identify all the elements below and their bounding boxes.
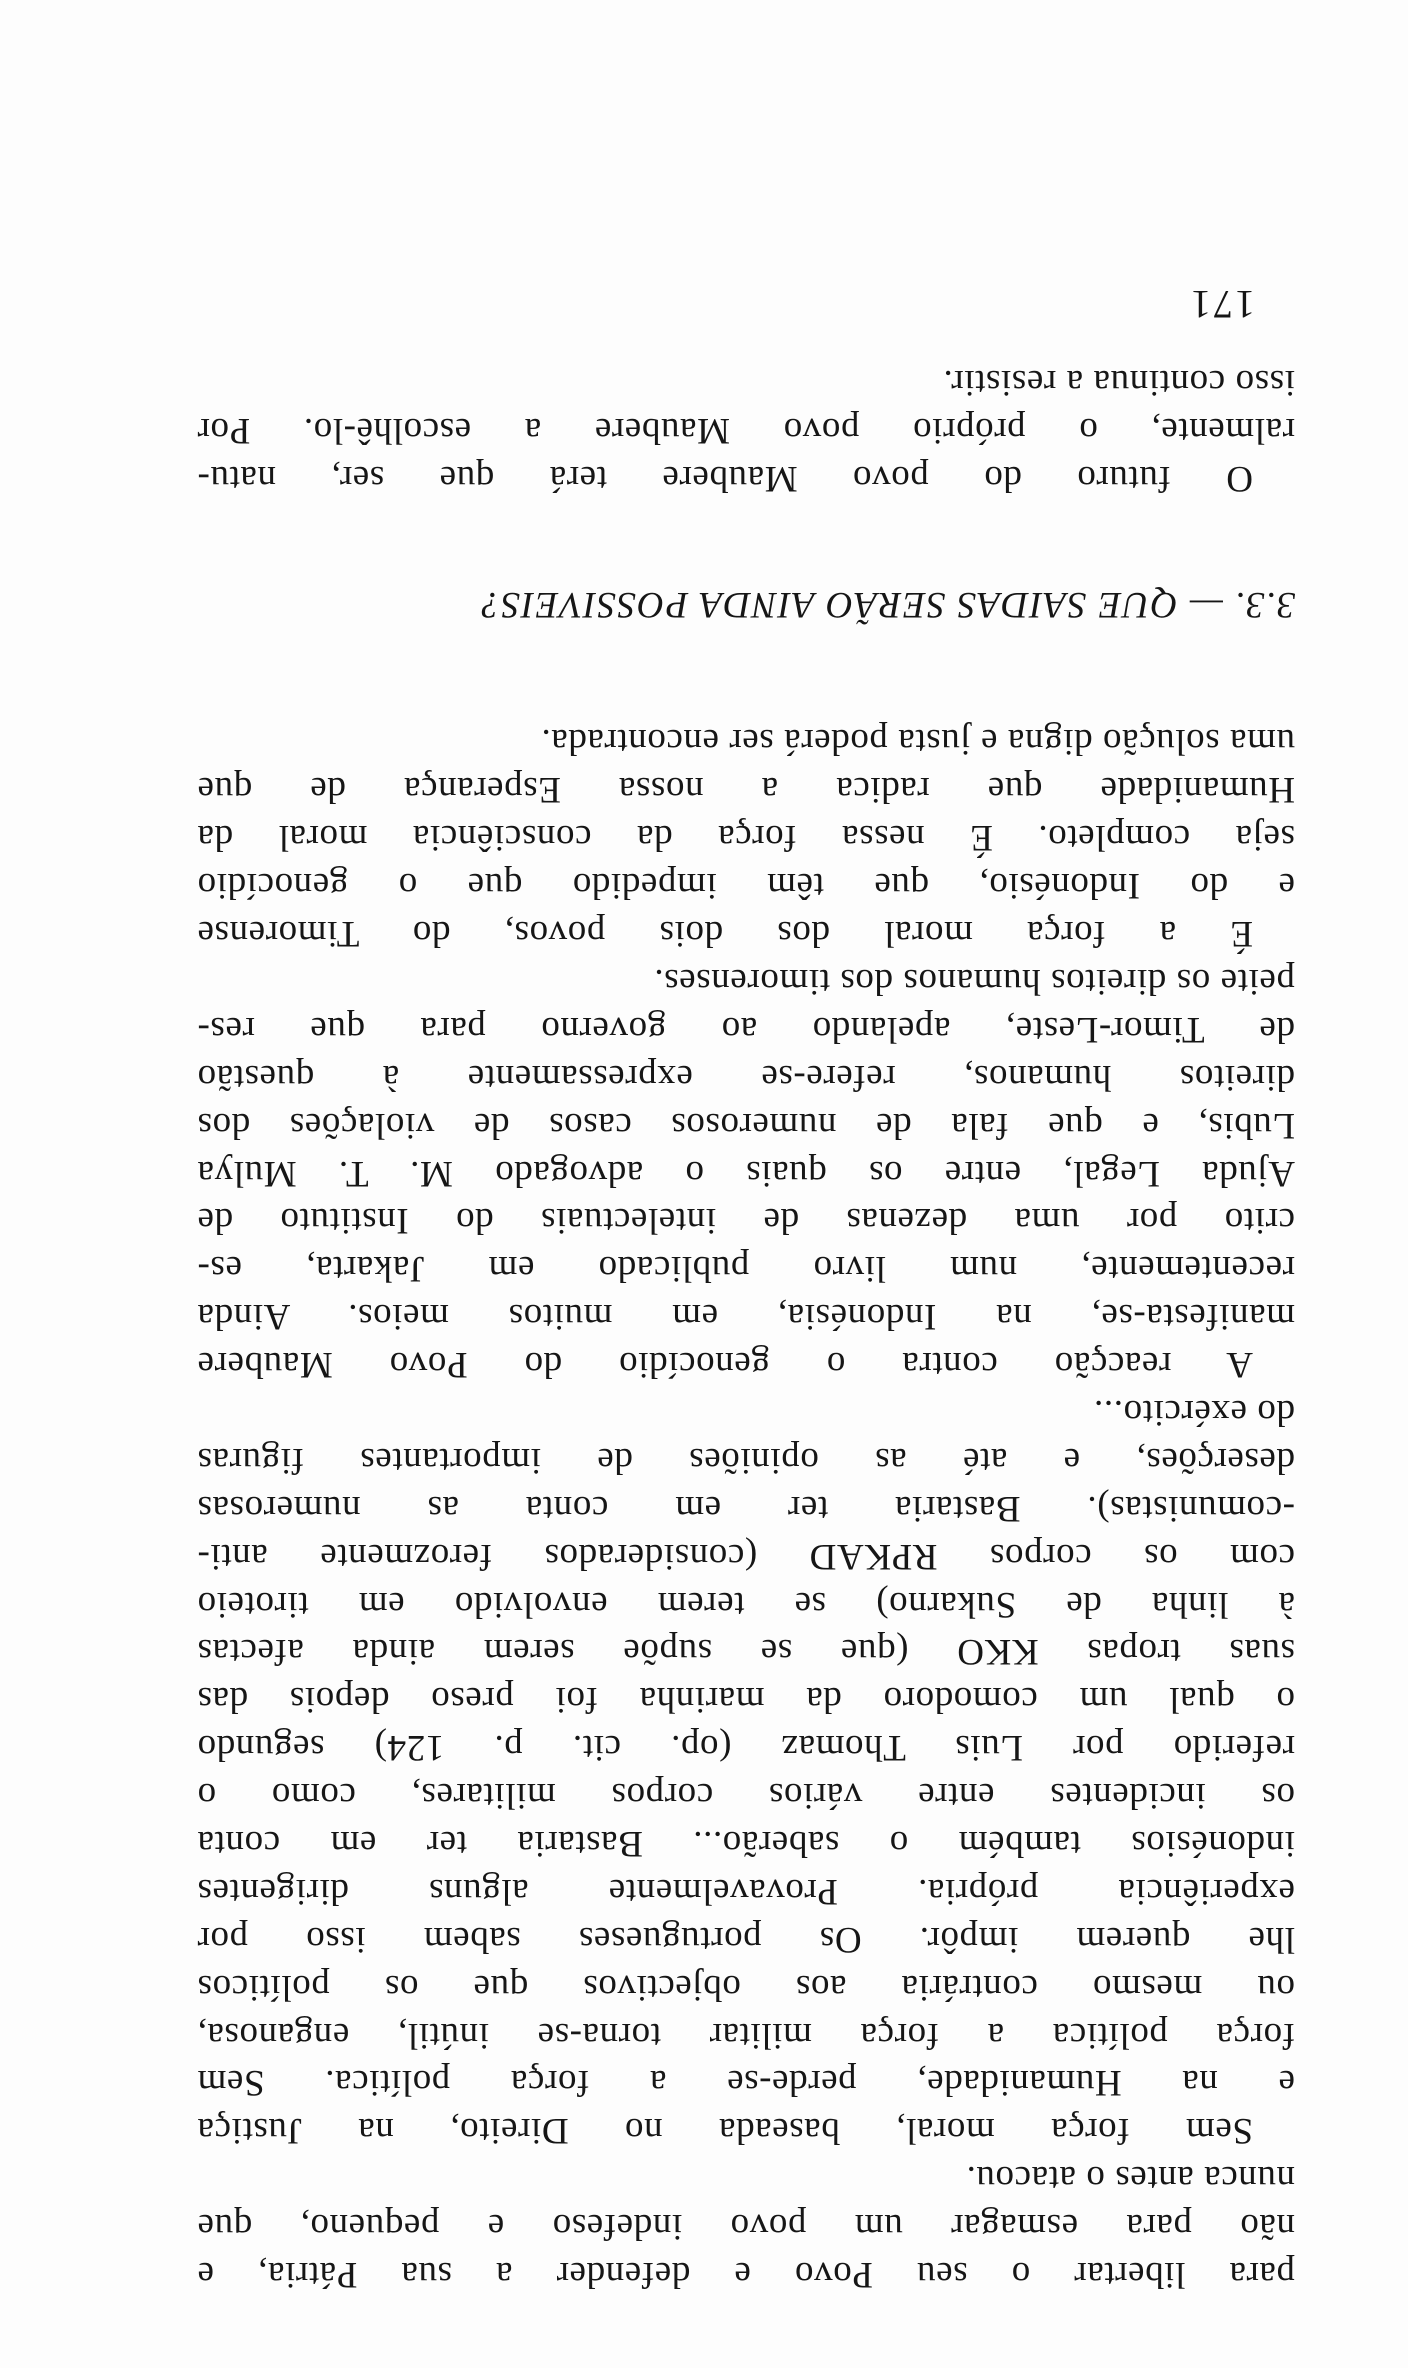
body-text bbox=[197, 718, 1295, 2298]
text-line: Lubis, e que fala de numerosos casos de violações dos bbox=[197, 1104, 1295, 1146]
page-number: 171 bbox=[1189, 282, 1255, 327]
text-line: nunca antes o atacou. bbox=[965, 2158, 1295, 2200]
text-line: Humanidade que radica a nossa Esperança de que bbox=[197, 769, 1295, 811]
text-line: e na Humanidade, perde-se a força política. Sem bbox=[197, 2062, 1295, 2104]
text-line: do exército... bbox=[1093, 1391, 1295, 1433]
text-line: à linha de Sukarno) se terem envolvido em tiroteio bbox=[197, 1583, 1295, 1625]
text-line: referido por Luis Thomaz (op. cit. p. 124) segundo bbox=[197, 1727, 1295, 1769]
text-line: indonésios também o saberão... Bastaria ter em conta bbox=[197, 1822, 1295, 1864]
text-line: não para esmagar um povo indefeso e pequeno, que bbox=[197, 2206, 1295, 2248]
text-line: crito por uma dezenas de intelectuais do Instituto de bbox=[197, 1200, 1295, 1242]
text-line: A reacção contra o genocídio do Povo Maubere bbox=[197, 1344, 1253, 1386]
text-line: de Timor-Leste, apelando ao governo para que res- bbox=[197, 1008, 1295, 1050]
paragraph bbox=[197, 2154, 1295, 2298]
text-line: Ajuda Legal, entre os quais o advogado M. T. Mulya bbox=[197, 1152, 1295, 1194]
paragraph bbox=[197, 1388, 1295, 2154]
text-line: deserções, e até as opiniões de importantes figuras bbox=[197, 1439, 1295, 1481]
text-line: o qual um comodoro da marinha foi preso depois das bbox=[197, 1679, 1295, 1721]
paragraph bbox=[197, 957, 1295, 1388]
text-line: para libertar o seu Povo e defender a sua Pátria, e bbox=[197, 2254, 1295, 2295]
text-line: isso continua a resistir. bbox=[942, 362, 1295, 404]
paragraph bbox=[197, 358, 1295, 502]
paragraph bbox=[197, 718, 1295, 957]
text-line: força política a força militar torna-se inútil, enganosa, bbox=[197, 2014, 1295, 2056]
text-line: experiência própria. Provavelmente alguns dirigentes bbox=[197, 1870, 1295, 1912]
text-line: seja completo. É nessa força da consciência moral da bbox=[197, 817, 1295, 859]
closing-paragraph bbox=[197, 358, 1295, 502]
text-line: direitos humanos, refere-se expressamente à questão bbox=[197, 1056, 1295, 1098]
text-line: uma solução digna e justa poderá ser encontrada. bbox=[540, 721, 1295, 763]
text-line: O futuro do povo Maubere terá que ser, natu- bbox=[197, 458, 1253, 499]
text-line: Sem força moral, baseada no Direito, na Justiça bbox=[197, 2110, 1253, 2152]
text-line: suas tropas KKO (que se supõe serem ainda afectas bbox=[197, 1631, 1295, 1673]
text-line: É a força moral dos dois povos, do Timorense bbox=[197, 913, 1253, 955]
text-line: manifesta-se, na Indonésia, em muitos meios. Ainda bbox=[197, 1296, 1295, 1338]
text-line: os incidentes entre vários corpos militares, como o bbox=[197, 1775, 1295, 1817]
text-line: lhe querem impôr. Os portugueses sabem isso por bbox=[197, 1918, 1295, 1960]
text-line: e do Indonésio, que têm impedido que o genocídio bbox=[197, 865, 1295, 907]
text-line: -comunistas). Bastaria ter em conta as numerosas bbox=[197, 1487, 1295, 1529]
text-line: com os corpos RPKAD (considerados ferozmente anti- bbox=[197, 1535, 1295, 1577]
text-line: ralmente, o próprio povo Maubere a escolhê-lo. Por bbox=[197, 410, 1295, 452]
text-line: peite os direitos humanos dos timorenses. bbox=[653, 960, 1295, 1002]
section-heading: 3.3. — QUE SAIDAS SERÃO AINDA POSSIVEIS? bbox=[480, 584, 1295, 625]
text-line: ou mesmo contrária aos objectivos que os políticos bbox=[197, 1966, 1295, 2008]
text-line: recentemente, num livro publicado em Jakarta, es- bbox=[197, 1248, 1295, 1290]
